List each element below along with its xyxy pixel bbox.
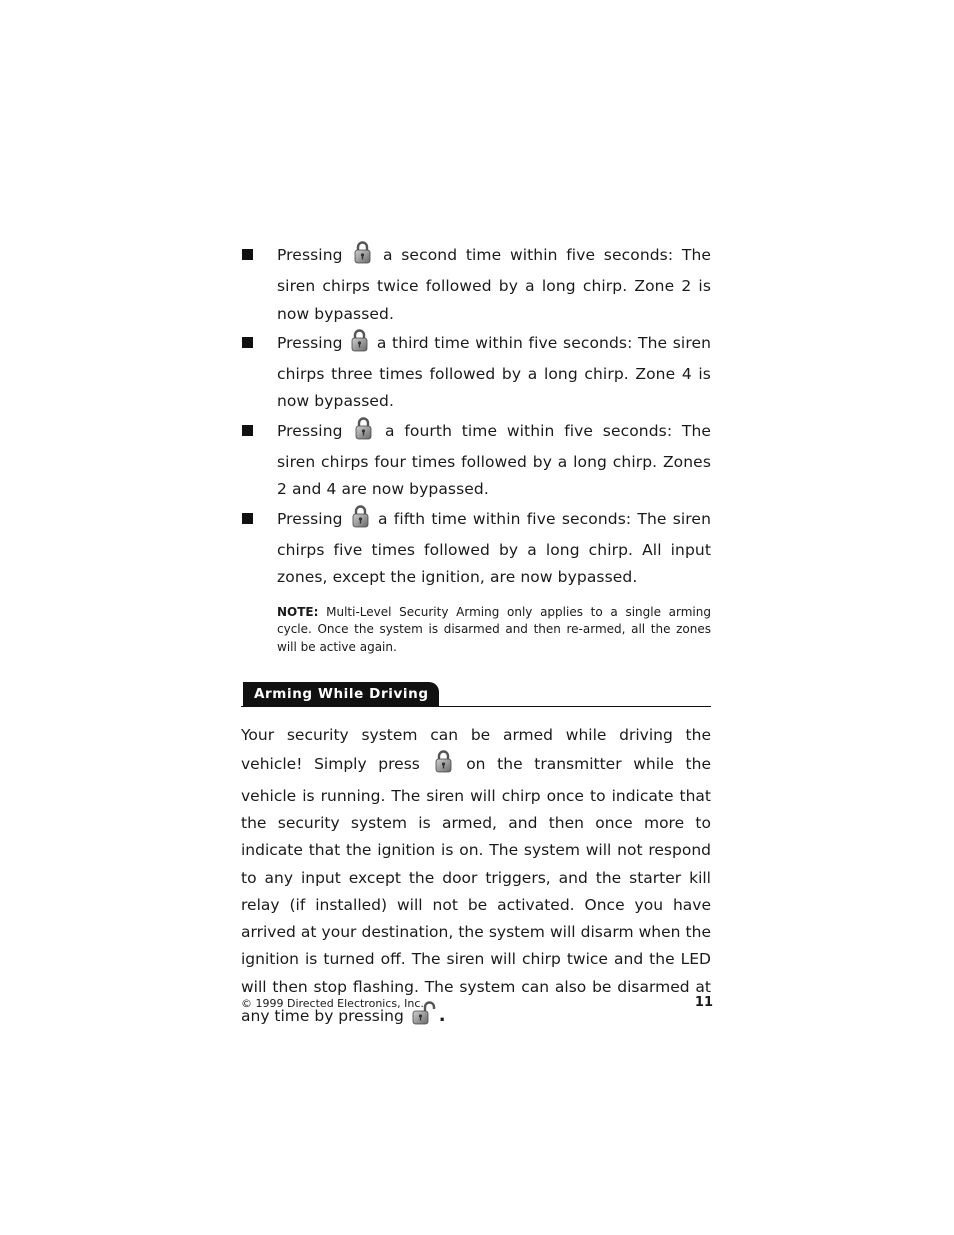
bullet-square-icon (242, 337, 253, 348)
lock-icon (351, 504, 370, 537)
list-item (241, 240, 711, 328)
bullet-square-icon (242, 425, 253, 436)
section-title: Arming While Driving (243, 682, 439, 706)
bullet-square-icon (242, 249, 253, 260)
bullet-square-icon (242, 513, 253, 524)
bullet-post-text: a fourth time within five seconds: The siren chirps four times followed by a long chirp. Zones 2 and 4 are now bypassed. (277, 421, 712, 499)
bullet-post-text: a fifth time within five seconds: The siren chirps five times followed by a long chirp. All input zones, except the ignition, are now bypassed. (277, 509, 711, 587)
page-number: 11 (694, 995, 713, 1010)
bullet-pre-text: Pressing (277, 246, 343, 264)
copyright-text: © 1999 Directed Electronics, Inc. (241, 997, 424, 1010)
lock-icon (354, 416, 373, 449)
note-text: Multi-Level Security Arming only applies to a single arming cycle. Once the system is disarmed and then re-armed, all the zones will be active again. (277, 604, 711, 654)
bullet-post-text: a third time within five seconds: The siren chirps three times followed by a long chirp. Zone 4 is now bypassed. (277, 333, 712, 411)
bullet-pre-text: Pressing (277, 509, 343, 528)
list-item (241, 328, 711, 416)
lock-icon (350, 328, 369, 361)
list-item (241, 416, 711, 504)
bullet-pre-text: Pressing (277, 333, 343, 352)
page-footer (241, 995, 713, 1015)
bullet-pre-text: Pressing (277, 421, 343, 440)
page-content (241, 240, 711, 1050)
bullet-post-text: a second time within five seconds: The siren chirps twice followed by a long chirp. Zone 2 is now bypassed. (277, 246, 712, 323)
section-header (241, 682, 711, 707)
list-item (241, 504, 711, 592)
paragraph-text-middle: on the transmitter while the vehicle is running. The siren will chirp once to indicate that the security system is armed, and then once more to indicate that the ignition is on. The system will not respond to any input except the door triggers, and the starter kill relay (if installed) will not be activated. Once you have arrived at your destination, the system will disarm when the ignition is turned off. The siren will chirp twice and the LED will then stop flashing. The system can also be disarmed at any time by pressing (241, 755, 711, 1026)
paragraph-text-end: . (438, 1005, 446, 1027)
paragraph-text-start: Your security system can be armed while driving the vehicle! Simply press (241, 726, 711, 774)
note-label: NOTE: (277, 604, 319, 619)
lock-icon (353, 240, 372, 273)
lock-icon (434, 749, 453, 782)
note-paragraph (277, 604, 711, 657)
bypass-bullet-list (241, 240, 711, 592)
section-paragraph (241, 722, 711, 1034)
